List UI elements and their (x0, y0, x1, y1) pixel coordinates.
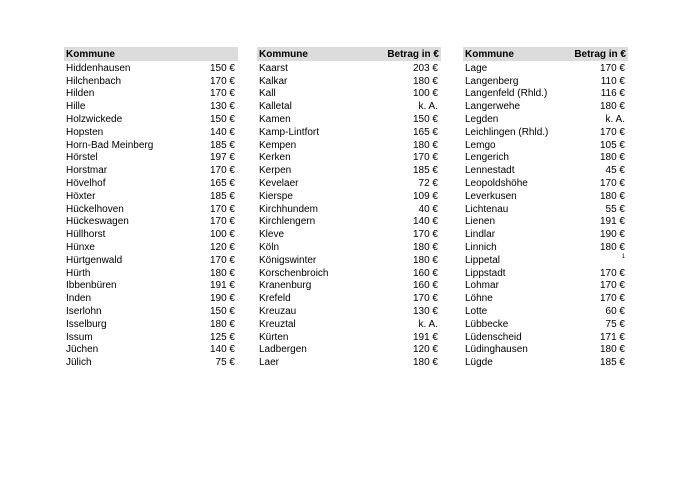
kommune-name: Kall (259, 88, 276, 100)
kommune-name: Korschenbroich (259, 267, 329, 279)
kommune-name: Hückelhoven (66, 203, 124, 215)
kommune-name: Lichtenau (465, 203, 509, 215)
betrag-value: 185 € (209, 190, 235, 202)
betrag-value: 180 € (412, 357, 438, 369)
betrag-value: 160 € (412, 267, 438, 279)
kommune-name: Hünxe (66, 242, 95, 254)
kommune-name: Kirchlengern (259, 216, 316, 228)
kommune-name: Lindlar (465, 229, 496, 241)
kommune-name: Lennestadt (465, 165, 515, 177)
table-row (257, 331, 441, 344)
betrag-value: 40 € (418, 203, 438, 215)
table-row (64, 318, 238, 331)
kommune-name: Kerken (259, 152, 291, 164)
kommune-name: Krefeld (259, 293, 291, 305)
betrag-value: 150 € (412, 114, 438, 126)
betrag-value: 140 € (412, 216, 438, 228)
betrag-value: 191 € (599, 216, 625, 228)
table-row (64, 267, 238, 280)
table-row (64, 88, 238, 101)
betrag-value: 180 € (412, 254, 438, 266)
betrag-value: 125 € (209, 331, 235, 343)
table-row (463, 267, 628, 280)
kommune-name: Kalkar (259, 75, 288, 87)
betrag-value: 170 € (209, 203, 235, 215)
kommune-name: Kerpen (259, 165, 292, 177)
kommune-name: Lügde (465, 357, 493, 369)
column-header (64, 47, 238, 61)
table-row (257, 62, 441, 75)
betrag-value: k. A. (418, 318, 438, 330)
betrag-value: 105 € (599, 139, 625, 151)
table-row (257, 88, 441, 101)
betrag-value: 170 € (599, 267, 625, 279)
table-row (257, 203, 441, 216)
kommune-name: Kirchhundem (259, 203, 318, 215)
betrag-value: 185 € (412, 165, 438, 177)
table-row (64, 216, 238, 229)
table-row (463, 190, 628, 203)
betrag-value: 180 € (599, 190, 625, 202)
betrag-value: 180 € (599, 344, 625, 356)
betrag-value: 140 € (209, 344, 235, 356)
table-row (257, 164, 441, 177)
kommune-name: Hürth (66, 267, 91, 279)
kommune-name: Kempen (259, 139, 297, 151)
table-row (257, 344, 441, 357)
kommune-name: Horstmar (66, 165, 108, 177)
kommune-name: Hopsten (66, 126, 104, 138)
table-row (64, 177, 238, 190)
betrag-value: 130 € (412, 306, 438, 318)
table-row (257, 305, 441, 318)
betrag-value: 170 € (209, 75, 235, 87)
table-column-1 (64, 47, 238, 369)
header-kommune: Kommune (259, 48, 308, 60)
betrag-value: 110 € (600, 75, 625, 87)
kommune-name: Königswinter (259, 254, 317, 266)
table-row (463, 75, 628, 88)
kommune-name: Lübbecke (465, 318, 509, 330)
kommune-name: Hörstel (66, 152, 98, 164)
table-row (64, 139, 238, 152)
kommune-name: Höxter (66, 190, 96, 202)
betrag-value: 75 € (215, 357, 235, 369)
kommune-name: Legden (465, 114, 499, 126)
column-header (257, 47, 441, 61)
kommune-name: Lippetal (465, 254, 501, 266)
betrag-value: 170 € (599, 126, 625, 138)
column-header (463, 47, 628, 61)
kommune-name: Isselburg (66, 318, 107, 330)
kommune-name: Hiddenhausen (66, 62, 131, 74)
table-row (463, 113, 628, 126)
kommune-name: Lüdenscheid (465, 331, 522, 343)
kommune-name: Langenberg (465, 75, 519, 87)
kommune-name: Kevelaer (259, 178, 299, 190)
kommune-name: Kleve (259, 229, 285, 241)
kommune-name: Hilchenbach (66, 75, 122, 87)
table-row (463, 344, 628, 357)
table-row (257, 280, 441, 293)
header-betrag: Betrag in € (387, 48, 439, 60)
table-row (64, 356, 238, 369)
kommune-name: Langenfeld (Rhld.) (465, 88, 548, 100)
kommune-name: Holzwickede (66, 114, 123, 126)
kommune-name: Iserlohn (66, 306, 102, 318)
kommune-name: Löhne (465, 293, 493, 305)
table-row (463, 152, 628, 165)
kommune-name: Leverkusen (465, 190, 517, 202)
table-row (463, 164, 628, 177)
table-row (64, 228, 238, 241)
table-row (257, 267, 441, 280)
table-row (257, 177, 441, 190)
table-row (463, 100, 628, 113)
table-row (64, 113, 238, 126)
betrag-value: 170 € (599, 280, 625, 292)
table-row (257, 292, 441, 305)
kommune-name: Lienen (465, 216, 496, 228)
kommune-name: Jülich (66, 357, 92, 369)
header-kommune: Kommune (465, 48, 514, 60)
kommune-name: Leopoldshöhe (465, 178, 528, 190)
betrag-value: 170 € (412, 229, 438, 241)
table-row (64, 203, 238, 216)
kommune-name: Laer (259, 357, 280, 369)
table-row (64, 241, 238, 254)
betrag-value: 109 € (412, 190, 438, 202)
betrag-value: 180 € (412, 139, 438, 151)
betrag-value: 191 € (209, 280, 235, 292)
betrag-value: 180 € (412, 75, 438, 87)
betrag-value: 170 € (599, 178, 625, 190)
kommune-name: Kreuztal (259, 318, 296, 330)
betrag-value: 75 € (605, 318, 625, 330)
table-row (64, 62, 238, 75)
kommune-name: Kalletal (259, 101, 292, 113)
betrag-value: 185 € (599, 357, 625, 369)
table-row (463, 228, 628, 241)
table-row (463, 292, 628, 305)
betrag-value: 140 € (209, 126, 235, 138)
table-row (64, 254, 238, 267)
betrag-value: 165 € (209, 178, 235, 190)
kommune-name: Ibbenbüren (66, 280, 117, 292)
betrag-value: 185 € (209, 139, 235, 151)
table-row (64, 75, 238, 88)
kommune-name: Ladbergen (259, 344, 307, 356)
table-row (257, 113, 441, 126)
betrag-value: 180 € (599, 101, 625, 113)
table-row (64, 164, 238, 177)
table-row (257, 356, 441, 369)
betrag-value: 100 € (412, 88, 438, 100)
table-row (64, 100, 238, 113)
betrag-value: 120 € (412, 344, 438, 356)
table-row (257, 241, 441, 254)
kommune-name: Jüchen (66, 344, 99, 356)
betrag-value: 116 € (600, 88, 625, 100)
betrag-value: 170 € (209, 165, 235, 177)
table-row (463, 126, 628, 139)
betrag-value: 170 € (599, 62, 625, 74)
table-row (257, 318, 441, 331)
betrag-value: 170 € (599, 293, 625, 305)
betrag-value: 150 € (209, 114, 235, 126)
table-row (463, 88, 628, 101)
kommune-name: Linnich (465, 242, 497, 254)
kommune-name: Köln (259, 242, 280, 254)
betrag-value: 100 € (209, 229, 235, 241)
table-row (257, 254, 441, 267)
table-row (257, 190, 441, 203)
kommune-name: Issum (66, 331, 93, 343)
table-row (64, 126, 238, 139)
table-row (257, 228, 441, 241)
table-row (257, 100, 441, 113)
table-row (64, 292, 238, 305)
betrag-value: 203 € (412, 62, 438, 74)
betrag-value: 180 € (209, 318, 235, 330)
table-row (64, 305, 238, 318)
betrag-value: 170 € (209, 88, 235, 100)
table-row (463, 356, 628, 369)
betrag-value: 180 € (209, 267, 235, 279)
kommune-name: Lohmar (465, 280, 499, 292)
betrag-value: 1 (621, 253, 625, 260)
betrag-value: 72 € (418, 178, 438, 190)
betrag-value: k. A. (605, 114, 625, 126)
kommune-name: Kranenburg (259, 280, 312, 292)
betrag-value: 150 € (209, 62, 235, 74)
betrag-value: 191 € (412, 331, 438, 343)
kommune-name: Leichlingen (Rhld.) (465, 126, 549, 138)
kommune-name: Hückeswagen (66, 216, 129, 228)
kommune-name: Lotte (465, 306, 488, 318)
kommune-name: Inden (66, 293, 92, 305)
table-row (64, 190, 238, 203)
betrag-value: k. A. (418, 101, 438, 113)
kommune-name: Kamp-Lintfort (259, 126, 320, 138)
kommune-name: Hille (66, 101, 86, 113)
table-row (257, 139, 441, 152)
betrag-value: 180 € (599, 242, 625, 254)
table-row (463, 216, 628, 229)
betrag-value: 130 € (209, 101, 235, 113)
table-column-2 (257, 47, 441, 369)
kommune-name: Kamen (259, 114, 291, 126)
kommune-name: Kaarst (259, 62, 288, 74)
table-column-3 (463, 47, 628, 369)
kommune-name: Lemgo (465, 139, 496, 151)
kommune-name: Kreuzau (259, 306, 297, 318)
table-row (64, 152, 238, 165)
betrag-value: 190 € (599, 229, 625, 241)
table-row (463, 318, 628, 331)
betrag-value: 45 € (605, 165, 625, 177)
table-row (463, 241, 628, 254)
header-betrag: Betrag in € (574, 48, 626, 60)
table-row (463, 305, 628, 318)
table-row (257, 126, 441, 139)
betrag-value: 150 € (209, 306, 235, 318)
kommune-name: Hilden (66, 88, 95, 100)
kommune-name: Kürten (259, 331, 289, 343)
betrag-value: 55 € (605, 203, 625, 215)
betrag-value: 180 € (599, 152, 625, 164)
kommune-name: Kierspe (259, 190, 293, 202)
betrag-value: 170 € (412, 293, 438, 305)
betrag-value: 171 € (599, 331, 625, 343)
table-row (64, 280, 238, 293)
table-row (257, 152, 441, 165)
kommune-name: Lengerich (465, 152, 509, 164)
table-row (463, 203, 628, 216)
betrag-value: 170 € (412, 152, 438, 164)
kommune-name: Hüllhorst (66, 229, 106, 241)
kommune-name: Horn-Bad Meinberg (66, 139, 154, 151)
table-row (463, 139, 628, 152)
betrag-value: 170 € (209, 216, 235, 228)
table-row (463, 62, 628, 75)
betrag-value: 160 € (412, 280, 438, 292)
kommune-name: Lüdinghausen (465, 344, 528, 356)
kommune-name: Lippstadt (465, 267, 506, 279)
table-row (257, 216, 441, 229)
kommune-name: Hürtgenwald (66, 254, 123, 266)
table-row (463, 280, 628, 293)
table-row (463, 177, 628, 190)
kommune-name: Lage (465, 62, 488, 74)
table-row (257, 75, 441, 88)
kommune-name: Hövelhof (66, 178, 106, 190)
betrag-value: 197 € (209, 152, 235, 164)
table-row (463, 331, 628, 344)
betrag-value: 165 € (412, 126, 438, 138)
kommune-name: Langerwehe (465, 101, 521, 113)
betrag-value: 60 € (605, 306, 625, 318)
betrag-value: 120 € (209, 242, 235, 254)
betrag-value: 180 € (412, 242, 438, 254)
table-row (64, 344, 238, 357)
table-row (64, 331, 238, 344)
table-row (463, 254, 628, 267)
betrag-value: 190 € (209, 293, 235, 305)
header-kommune: Kommune (66, 48, 115, 60)
betrag-value: 170 € (209, 254, 235, 266)
